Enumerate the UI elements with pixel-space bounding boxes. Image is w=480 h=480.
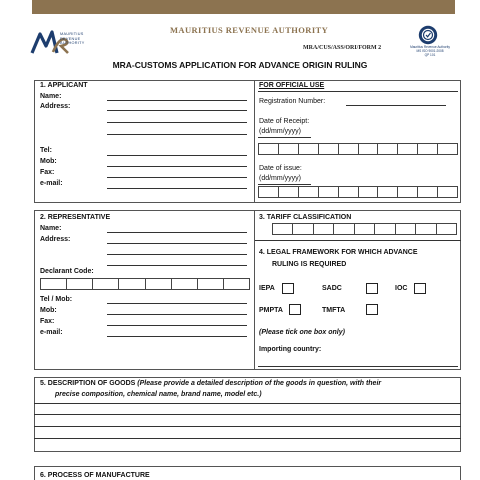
representative-address-label: Address: xyxy=(40,236,71,243)
section-applicant-box xyxy=(34,80,461,203)
option-ioc-label: IOC xyxy=(395,285,408,292)
document-title: MRA-CUSTOMS APPLICATION FOR ADVANCE ORIGIN RULING xyxy=(112,60,368,70)
option-ioc-checkbox[interactable] xyxy=(414,283,426,294)
description-heading xyxy=(40,380,381,388)
date-issue-label: Date of issue: xyxy=(259,165,302,172)
representative-telmob-label: Tel / Mob: xyxy=(40,296,73,303)
legal-framework-heading-2: RULING IS REQUIRED xyxy=(272,261,347,268)
applicant-email-label: e-mail: xyxy=(40,180,63,187)
date-receipt-format: (dd/mm/yyyy) xyxy=(259,128,301,135)
registration-number-label: Registration Number: xyxy=(259,98,326,105)
date-issue-format: (dd/mm/yyyy) xyxy=(259,175,301,182)
option-iepa-checkbox[interactable] xyxy=(282,283,294,294)
description-note-2: precise composition, chemical name, brand name, model etc.) xyxy=(55,391,262,398)
description-line[interactable] xyxy=(34,414,461,415)
representative-email-field[interactable] xyxy=(107,336,247,337)
official-use-heading: FOR OFFICIAL USE xyxy=(259,82,325,89)
date-receipt-boxes[interactable] xyxy=(258,143,458,155)
section-divider xyxy=(254,80,255,203)
option-sadc-checkbox[interactable] xyxy=(366,283,378,294)
applicant-fax-label: Fax: xyxy=(40,169,55,176)
logo-text: MAURITIUS REVENUE AUTHORITY xyxy=(60,32,85,45)
representative-name-label: Name: xyxy=(40,225,62,232)
applicant-tel-field[interactable] xyxy=(107,155,247,156)
description-line[interactable] xyxy=(34,426,461,427)
representative-fax-label: Fax: xyxy=(40,318,55,325)
applicant-address-field[interactable] xyxy=(107,134,247,135)
representative-address-field[interactable] xyxy=(107,254,247,255)
applicant-mob-field[interactable] xyxy=(107,166,247,167)
option-pmpta-label: PMPTA xyxy=(259,307,283,314)
applicant-tel-label: Tel: xyxy=(40,147,52,154)
applicant-address-field[interactable] xyxy=(107,110,247,111)
declarant-code-label: Declarant Code: xyxy=(40,268,94,275)
importing-country-field[interactable] xyxy=(258,366,458,367)
manufacture-heading: 6. PROCESS OF MANUFACTURE xyxy=(40,472,150,479)
applicant-address-label: Address: xyxy=(40,103,71,110)
date-issue-boxes[interactable] xyxy=(258,186,458,198)
representative-email-label: e-mail: xyxy=(40,329,63,336)
section-divider xyxy=(254,210,255,370)
date-receipt-label: Date of Receipt: xyxy=(259,118,310,125)
applicant-email-field[interactable] xyxy=(107,188,247,189)
registration-number-field[interactable] xyxy=(346,105,446,106)
applicant-heading: 1. APPLICANT xyxy=(40,82,88,89)
applicant-name-field[interactable] xyxy=(107,100,247,101)
tick-one-note: (Please tick one box only) xyxy=(259,329,345,336)
representative-name-field[interactable] xyxy=(107,232,247,233)
representative-address-field[interactable] xyxy=(107,265,247,266)
description-line[interactable] xyxy=(34,438,461,439)
date-issue-underline xyxy=(258,184,311,185)
form-code: MRA/CUS/ASS/ORI/FORM 2 xyxy=(303,45,382,51)
applicant-address-field[interactable] xyxy=(107,122,247,123)
header-bar xyxy=(32,0,455,14)
representative-address-field[interactable] xyxy=(107,243,247,244)
representative-mob-field[interactable] xyxy=(107,314,247,315)
applicant-fax-field[interactable] xyxy=(107,177,247,178)
option-pmpta-checkbox[interactable] xyxy=(289,304,301,315)
authority-name: MAURITIUS REVENUE AUTHORITY xyxy=(170,25,329,35)
option-sadc-label: SADC xyxy=(322,285,342,292)
representative-fax-field[interactable] xyxy=(107,325,247,326)
section-separator xyxy=(255,240,461,241)
applicant-mob-label: Mob: xyxy=(40,158,57,165)
description-note-1: (Please provide a detailed description of the goods in question, with their xyxy=(137,380,382,387)
seal-caption: Mauritius Revenue Authority MS ISO 9001:2008 QP 101 xyxy=(410,45,450,57)
tariff-code-boxes[interactable] xyxy=(272,223,457,235)
importing-country-label: Importing country: xyxy=(259,346,322,353)
description-line[interactable] xyxy=(34,403,461,404)
tariff-heading: 3. TARIFF CLASSIFICATION xyxy=(259,214,352,221)
option-iepa-label: IEPA xyxy=(259,285,275,292)
option-tmfta-checkbox[interactable] xyxy=(366,304,378,315)
option-tmfta-label: TMFTA xyxy=(322,307,346,314)
applicant-name-label: Name: xyxy=(40,93,62,100)
date-receipt-underline xyxy=(258,137,311,138)
declarant-code-boxes[interactable] xyxy=(40,278,250,290)
iso-seal-icon xyxy=(418,25,438,45)
description-heading-text: 5. DESCRIPTION OF GOODS xyxy=(40,380,136,387)
official-divider xyxy=(258,91,458,92)
representative-telmob-field[interactable] xyxy=(107,303,247,304)
representative-heading: 2. REPRESENTATIVE xyxy=(40,214,111,221)
representative-mob-label: Mob: xyxy=(40,307,57,314)
legal-framework-heading: 4. LEGAL FRAMEWORK FOR WHICH ADVANCE xyxy=(259,249,418,256)
